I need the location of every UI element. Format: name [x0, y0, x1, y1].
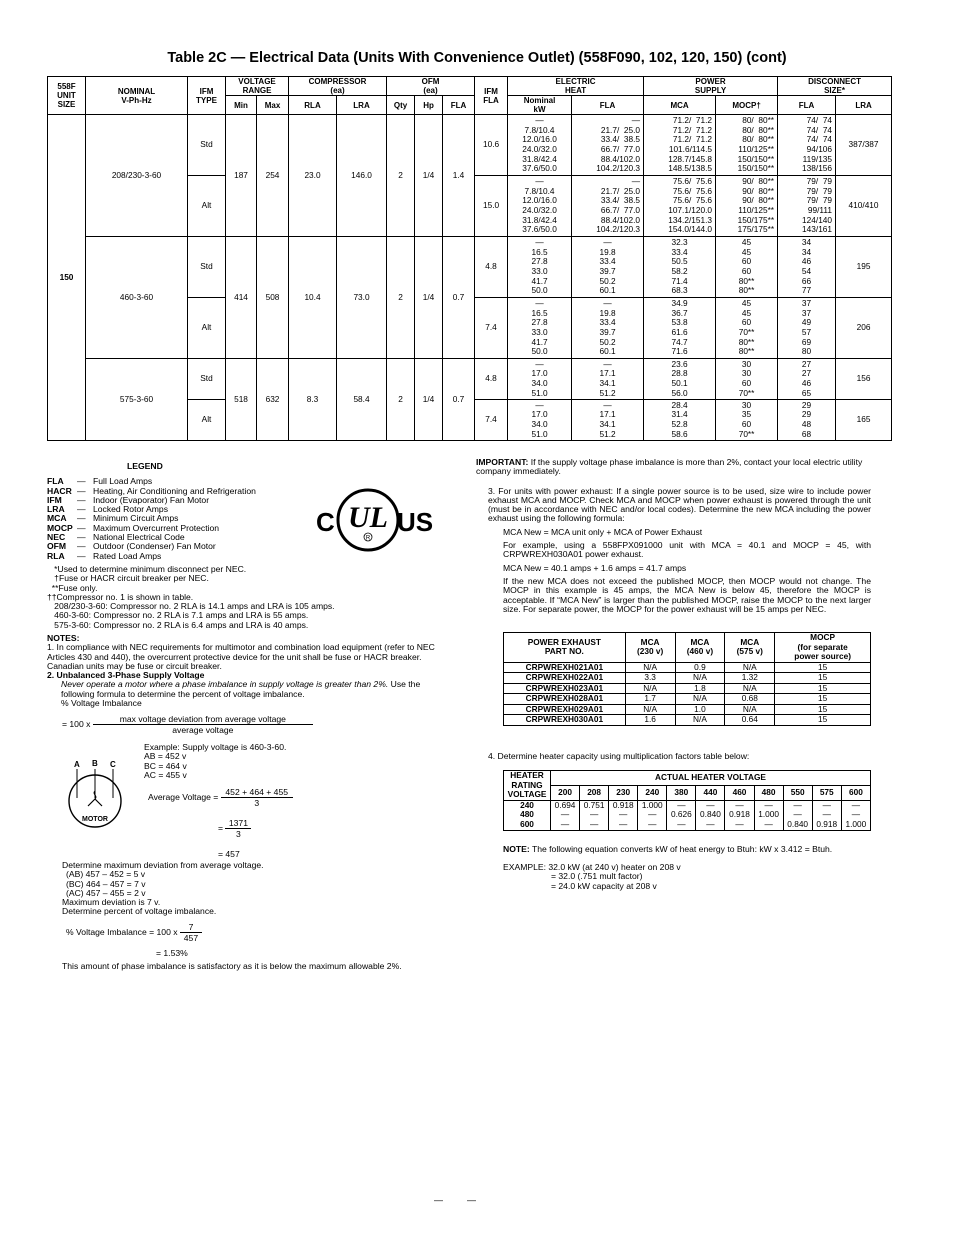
- det-pct: Determine percent of voltage imbalance.: [62, 906, 217, 917]
- heat-fla-cell: — 19.8 33.4 39.7 50.2 60.1: [572, 237, 644, 298]
- disc-fla-cell: 79/ 79 79/ 79 79/ 79 99/111 124/140 143/161: [778, 176, 836, 237]
- col-lra: LRA: [337, 96, 387, 115]
- avg-label: Average Voltage =: [148, 791, 219, 802]
- pct-denominator: 457: [183, 933, 199, 943]
- part-number: CRPWREXH028A01: [504, 694, 626, 705]
- min-cell: 518: [226, 359, 257, 441]
- part-number: CRPWREXH023A01: [504, 683, 626, 694]
- voltage-header: 208: [580, 785, 609, 800]
- table-row: [504, 704, 871, 715]
- legend-text: Full Load Amps: [93, 476, 153, 487]
- heater-capacity-table: [503, 770, 871, 831]
- col-qty: Qty: [387, 96, 415, 115]
- pe-header: MCA (230 v): [625, 633, 675, 663]
- legend-text: National Electrical Code: [93, 532, 185, 543]
- ifm-fla-cell: 15.0: [475, 176, 508, 237]
- mocp-cell: 90/ 80** 90/ 80** 90/ 80** 110/125** 150/175** 175/175**: [716, 176, 778, 237]
- kw-cell: — 7.8/10.4 12.0/16.0 24.0/32.0 31.8/42.4 37.6/50.0: [508, 115, 572, 176]
- kw-cell: — 17.0 34.0 51.0: [508, 359, 572, 400]
- note-3: 3. For units with power exhaust: If a single power source is to be used, size wire to include power exhaust MCA and MOCP. Check MCA and MOCP when power exhaust is powered through the unit (must be in accordance with NEC and/or local codes). Determine the new MCA including the power exhaust using the following formula:: [488, 485, 871, 524]
- pe-cell: 15: [775, 673, 871, 684]
- col-power-supply: POWER SUPPLY: [644, 77, 778, 96]
- pe-cell: N/A: [625, 662, 675, 673]
- legend-abbr: RLA: [47, 550, 65, 561]
- nominal-cell: 208/230-3-60: [86, 115, 188, 237]
- pe-header: POWER EXHAUST PART NO.: [504, 633, 626, 663]
- heater-example: [503, 863, 681, 891]
- important-label: IMPORTANT:: [476, 457, 529, 467]
- table-row: [504, 715, 871, 726]
- dev-ac: (AC) 457 – 455 = 2 v: [66, 887, 146, 898]
- pe-cell: 1.7: [625, 694, 675, 705]
- voltage-header: 550: [783, 785, 812, 800]
- conclusion: This amount of phase imbalance is satisfactory as it is below the maximum allowable 2%.: [62, 961, 402, 971]
- col-max: Max: [257, 96, 289, 115]
- col-ofm: OFM (ea): [387, 77, 475, 96]
- col-hp: Hp: [415, 96, 443, 115]
- col-nominal: NOMINAL V-Ph-Hz: [86, 77, 188, 115]
- disc-lra-cell: 387/387: [836, 115, 892, 176]
- col-voltage-range: VOLTAGE RANGE: [226, 77, 289, 96]
- disc-lra-cell: 195: [836, 237, 892, 298]
- page-mark-right: —: [467, 1195, 476, 1205]
- factor-cell: — 1.000 —: [754, 800, 783, 830]
- nominal-cell: 460-3-60: [86, 237, 188, 359]
- ac-value: AC = 455 v: [144, 769, 187, 780]
- factor-cell: — — 0.840: [783, 800, 812, 830]
- phase-c-label: C: [110, 760, 116, 769]
- factor-cell: 0.694 — —: [551, 800, 580, 830]
- pe-cell: 0.64: [725, 715, 775, 726]
- legend-text: Maximum Overcurrent Protection: [93, 522, 220, 533]
- pe-header: MCA (460 v): [675, 633, 725, 663]
- disc-fla-cell: 29 29 48 68: [778, 400, 836, 441]
- hp-cell: 1/4: [415, 237, 443, 359]
- voltage-header: 600: [841, 785, 870, 800]
- table-row: [48, 359, 892, 400]
- factor-cell: 1.000 — —: [638, 800, 667, 830]
- ifm-type-cell: Alt: [188, 400, 226, 441]
- ifm-type-cell: Alt: [188, 298, 226, 359]
- col-heat-fla: FLA: [572, 96, 644, 115]
- power-exhaust-table: [503, 632, 871, 726]
- mocp-cell: 45 45 60 60 80** 80**: [716, 237, 778, 298]
- disc-fla-cell: 74/ 74 74/ 74 74/ 74 94/106 119/135 138/156: [778, 115, 836, 176]
- mca-cell: 23.6 28.8 50.1 56.0: [644, 359, 716, 400]
- factor-cell: 0.918 — —: [609, 800, 638, 830]
- pe-cell: 1.0: [675, 704, 725, 715]
- table-row: [48, 115, 892, 176]
- col-ofm-fla: FLA: [443, 96, 475, 115]
- average-formula: [148, 787, 293, 808]
- pe-cell: N/A: [675, 673, 725, 684]
- max-deviation: Maximum deviation is 7 v.: [62, 897, 161, 908]
- ul-registered: R: [365, 535, 371, 542]
- hp-cell: 1/4: [415, 115, 443, 237]
- ofm-fla-cell: 0.7: [443, 359, 475, 441]
- heat-fla-cell: — 21.7/ 25.0 33.4/ 38.5 66.7/ 77.0 88.4/102.0 104.2/120.3: [572, 176, 644, 237]
- legend-dash: —: [77, 476, 86, 487]
- pe-cell: 1.6: [625, 715, 675, 726]
- ul-us-letters: US: [397, 507, 434, 537]
- pe-cell: 0.9: [675, 662, 725, 673]
- average-step2: [218, 818, 251, 839]
- col-mca: MCA: [644, 96, 716, 115]
- factor-cell: — 0.840 —: [696, 800, 725, 830]
- factor-cell: 0.751 — —: [580, 800, 609, 830]
- ab-value: AB = 452 v: [144, 751, 187, 762]
- phase-b-label: B: [92, 759, 98, 768]
- pe-cell: 1.8: [675, 683, 725, 694]
- col-min: Min: [226, 96, 257, 115]
- example-line-3: = 24.0 kW capacity at 208 v: [551, 880, 657, 891]
- heat-fla-cell: — 17.1 34.1 51.2: [572, 400, 644, 441]
- unit-size-cell: 150: [48, 115, 86, 441]
- motor-diagram: [64, 758, 128, 828]
- mocp-cell: 30 35 60 70**: [716, 400, 778, 441]
- pe-cell: 15: [775, 715, 871, 726]
- legend-dash: —: [77, 541, 86, 552]
- voltage-header: 240: [638, 785, 667, 800]
- pe-header: MOCP (for separate power source): [775, 633, 871, 663]
- col-rla: RLA: [289, 96, 337, 115]
- lra-cell: 73.0: [337, 237, 387, 359]
- disc-lra-cell: 156: [836, 359, 892, 400]
- legend-abbr: NEC: [47, 532, 66, 543]
- factor-cell: — 0.918 —: [725, 800, 754, 830]
- voltage-header: 575: [812, 785, 841, 800]
- actual-voltage-header: ACTUAL HEATER VOLTAGE: [551, 771, 871, 786]
- pe-cell: N/A: [625, 704, 675, 715]
- ul-listed-logo: [308, 485, 434, 555]
- electrical-data-table: [47, 76, 892, 441]
- col-disc-fla: FLA: [778, 96, 836, 115]
- heat-fla-cell: — 17.1 34.1 51.2: [572, 359, 644, 400]
- voltage-header: 460: [725, 785, 754, 800]
- avg-denominator: 3: [254, 798, 260, 808]
- kw-cell: — 16.5 27.8 33.0 41.7 50.0: [508, 298, 572, 359]
- pct-label: % Voltage Imbalance: [61, 698, 142, 709]
- part-number: CRPWREXH021A01: [504, 662, 626, 673]
- ifm-fla-cell: 10.6: [475, 115, 508, 176]
- legend-abbr: HACR: [47, 485, 72, 496]
- col-disc-lra: LRA: [836, 96, 892, 115]
- phase-a-label: A: [74, 760, 80, 769]
- kw-cell: — 17.0 34.0 51.0: [508, 400, 572, 441]
- ofm-fla-cell: 1.4: [443, 115, 475, 237]
- col-electric-heat: ELECTRIC HEAT: [508, 77, 644, 96]
- nominal-cell: 575-3-60: [86, 359, 188, 441]
- pe-cell: 15: [775, 694, 871, 705]
- pct-numerator: 7: [180, 922, 202, 933]
- ifm-type-cell: Alt: [188, 176, 226, 237]
- average-result: = 457: [218, 849, 240, 859]
- min-cell: 187: [226, 115, 257, 237]
- pe-cell: N/A: [725, 683, 775, 694]
- pe-header: MCA (575 v): [725, 633, 775, 663]
- col-unit-size: 558F UNIT SIZE: [48, 77, 86, 115]
- legend-abbr: IFM: [47, 494, 62, 505]
- pct-result: = 1.53%: [156, 948, 188, 958]
- rla-cell: 10.4: [289, 237, 337, 359]
- avg-numerator: 452 + 464 + 455: [221, 787, 293, 798]
- mocp-cell: 80/ 80** 80/ 80** 80/ 80** 110/125** 150/150** 150/150**: [716, 115, 778, 176]
- rla-cell: 8.3: [289, 359, 337, 441]
- motor-label: MOTOR: [82, 816, 108, 823]
- mca-cell: 75.6/ 75.6 75.6/ 75.6 75.6/ 75.6 107.1/120.0 134.2/151.3 154.0/144.0: [644, 176, 716, 237]
- disc-fla-cell: 34 34 46 54 66 77: [778, 237, 836, 298]
- heat-fla-cell: — 19.8 33.4 39.7 50.2 60.1: [572, 298, 644, 359]
- example-block: [144, 743, 286, 780]
- formula-denominator: average voltage: [172, 725, 234, 735]
- note-label: NOTE:: [503, 844, 530, 854]
- pe-cell: N/A: [625, 683, 675, 694]
- ifm-type-cell: Std: [188, 359, 226, 400]
- note-2-text: Use the following formula to determine the percent of voltage imbalance.: [61, 679, 421, 699]
- mocp-cell: 45 45 60 70** 80** 80**: [716, 298, 778, 359]
- legend-abbr: MOCP: [47, 522, 73, 533]
- heater-rating-header: HEATER RATING VOLTAGE: [504, 771, 551, 801]
- lra-cell: 146.0: [337, 115, 387, 237]
- legend-abbr: OFM: [47, 541, 67, 552]
- table-row: [48, 237, 892, 298]
- pe-cell: 15: [775, 704, 871, 715]
- note-text: The following equation converts kW of heat energy to Btuh: kW x 3.412 = Btuh.: [529, 844, 833, 854]
- disc-fla-cell: 37 37 49 57 69 80: [778, 298, 836, 359]
- kw-cell: — 7.8/10.4 12.0/16.0 24.0/32.0 31.8/42.4 37.6/50.0: [508, 176, 572, 237]
- table-row: [504, 662, 871, 673]
- imbalance-formula: [62, 714, 313, 735]
- pe-cell: N/A: [675, 694, 725, 705]
- note-1: 1. In compliance with NEC requirements for multimotor and combination load equipment (refer to NEC Articles 430 and 440), the overcurrent protective device for the unit shall be fuse or HACR breaker. Canadian units may be fuse or circuit breaker.: [47, 642, 435, 671]
- part-number: CRPWREXH029A01: [504, 704, 626, 715]
- col-ifm-type: IFM TYPE: [188, 77, 226, 115]
- notes-heading: NOTES:: [47, 633, 80, 643]
- page-title: Table 2C — Electrical Data (Units With Convenience Outlet) (558F090, 102, 120, 150) (cont): [167, 50, 787, 66]
- disc-lra-cell: 206: [836, 298, 892, 359]
- mca-calc: MCA New = 40.1 amps + 1.6 amps = 41.7 amps: [503, 562, 687, 573]
- voltage-header: 480: [754, 785, 783, 800]
- table-row: [504, 673, 871, 684]
- legend-text: Heating, Air Conditioning and Refrigeration: [93, 485, 256, 496]
- legend-text: Indoor (Evaporator) Fan Motor: [93, 494, 210, 505]
- example-line-1: EXAMPLE: 32.0 kW (at 240 v) heater on 208 v: [503, 862, 681, 872]
- ifm-fla-cell: 4.8: [475, 359, 508, 400]
- disc-lra-cell: 410/410: [836, 176, 892, 237]
- factor-cell: — — 1.000: [841, 800, 870, 830]
- disc-fla-cell: 27 27 46 65: [778, 359, 836, 400]
- legend-dash: —: [77, 513, 86, 524]
- step2-numerator: 1371: [225, 818, 251, 829]
- max-cell: 632: [257, 359, 289, 441]
- disc-lra-cell: 165: [836, 400, 892, 441]
- hp-cell: 1/4: [415, 359, 443, 441]
- pe-cell: 15: [775, 683, 871, 694]
- ifm-fla-cell: 4.8: [475, 237, 508, 298]
- part-number: CRPWREXH030A01: [504, 715, 626, 726]
- pe-cell: 1.32: [725, 673, 775, 684]
- legend-dash: —: [77, 504, 86, 515]
- footnotes: *Used to determine minimum disconnect per NEC. †Fuse or HACR circuit breaker per NEC. **Fuse only. ††Compressor no. 1 is shown in table. 208/230-3-60: Compressor no. 2 RLA is 14.1 amps and LRA is 105 amps. 460-3-60: Compressor no. 2 RLA is 7.1 amps and LRA is 55 amps. 575-3-60: Compressor no. 2 RLA is 6.4 amps and LRA is 40 amps.: [47, 563, 335, 630]
- ofm-fla-cell: 0.7: [443, 237, 475, 359]
- notes-section: [47, 634, 447, 708]
- qty-cell: 2: [387, 115, 415, 237]
- factor-cell: — 0.626 —: [667, 800, 696, 830]
- eq-sign: =: [218, 822, 224, 833]
- max-cell: 508: [257, 237, 289, 359]
- deviation-block: [62, 861, 264, 917]
- legend-dash: —: [77, 522, 86, 533]
- btuh-note: [503, 844, 832, 854]
- formula-prefix: = 100 x: [62, 718, 91, 729]
- pe-cell: 3.3: [625, 673, 675, 684]
- legend-dash: —: [77, 494, 86, 505]
- pe-cell: 15: [775, 662, 871, 673]
- qty-cell: 2: [387, 237, 415, 359]
- step2-denominator: 3: [236, 829, 241, 839]
- legend-heading: LEGEND: [127, 461, 163, 471]
- qty-cell: 2: [387, 359, 415, 441]
- table-row: [504, 683, 871, 694]
- pe-cell: N/A: [725, 662, 775, 673]
- factor-cell: — — 0.918: [812, 800, 841, 830]
- legend-dash: —: [77, 550, 86, 561]
- legend-dash: —: [77, 532, 86, 543]
- mca-cell: 28.4 31.4 52.8 58.6: [644, 400, 716, 441]
- ul-c-letter: C: [316, 507, 335, 537]
- legend-text: Locked Rotor Amps: [93, 504, 168, 515]
- mocp-paragraph: If the new MCA does not exceed the published MOCP, then MOCP would not change. The MOCP in this example is 45 amps, the MCA New is below 45, therefore the MOCP is acceptable. If “MCA New” is larger than the published MOCP, raise the MOCP to the next larger size. For separate power, the MOCP for the power exhaust will be 15 amps per NEC.: [503, 575, 871, 614]
- important-text: If the supply voltage phase imbalance is more than 2%, contact your local electric utility company immediately.: [476, 457, 863, 477]
- pct-prefix: % Voltage Imbalance = 100 x: [66, 926, 178, 937]
- voltage-header: 230: [609, 785, 638, 800]
- dev-bc: (BC) 464 – 457 = 7 v: [66, 878, 146, 889]
- heater-ratings: 240 480 600: [504, 800, 551, 830]
- ul-mark: UL: [348, 501, 388, 534]
- ifm-fla-cell: 7.4: [475, 298, 508, 359]
- min-cell: 414: [226, 237, 257, 359]
- example-line-2: = 32.0 (.751 mult factor): [551, 871, 643, 882]
- mca-cell: 71.2/ 71.2 71.2/ 71.2 71.2/ 71.2 101.6/114.5 128.7/145.8 148.5/138.5: [644, 115, 716, 176]
- col-ifm-fla: IFM FLA: [475, 77, 508, 115]
- legend-text: Outdoor (Condenser) Fan Motor: [93, 541, 216, 552]
- ifm-fla-cell: 7.4: [475, 400, 508, 441]
- col-disconnect: DISCONNECT SIZE*: [778, 77, 892, 96]
- pe-cell: N/A: [675, 715, 725, 726]
- legend-text: Rated Load Amps: [93, 550, 162, 561]
- lra-cell: 58.4: [337, 359, 387, 441]
- rla-cell: 23.0: [289, 115, 337, 237]
- legend-abbr: LRA: [47, 504, 65, 515]
- legend-dash: —: [77, 485, 86, 496]
- table-row: [504, 694, 871, 705]
- mocp-cell: 30 30 60 70**: [716, 359, 778, 400]
- mca-example: For example, using a 558FPX091000 unit with MCA = 40.1 and MOCP = 45, with CRPWREXH030A01 power exhaust.: [503, 540, 871, 560]
- pe-cell: N/A: [725, 704, 775, 715]
- voltage-header: 200: [551, 785, 580, 800]
- note-2-warning: Never operate a motor where a phase imbalance in supply voltage is greater than 2%.: [61, 679, 389, 690]
- page-mark-left: —: [434, 1195, 443, 1205]
- col-nominal-kw: Nominal kW: [508, 96, 572, 115]
- legend-text: Minimum Circuit Amps: [93, 513, 179, 524]
- mca-formula: MCA New = MCA unit only + MCA of Power Exhaust: [503, 526, 703, 537]
- voltage-header: 380: [667, 785, 696, 800]
- voltage-header: 440: [696, 785, 725, 800]
- note-4: 4. Determine heater capacity using multiplication factors table below:: [488, 751, 750, 761]
- mca-cell: 32.3 33.4 50.5 58.2 71.4 68.3: [644, 237, 716, 298]
- ifm-type-cell: Std: [188, 237, 226, 298]
- legend-abbr: FLA: [47, 476, 64, 487]
- col-compressor: COMPRESSOR (ea): [289, 77, 387, 96]
- kw-cell: — 16.5 27.8 33.0 41.7 50.0: [508, 237, 572, 298]
- part-number: CRPWREXH022A01: [504, 673, 626, 684]
- col-mocp: MOCP†: [716, 96, 778, 115]
- mca-cell: 34.9 36.7 53.8 61.6 74.7 71.6: [644, 298, 716, 359]
- dev-ab: (AB) 457 – 452 = 5 v: [66, 869, 146, 880]
- max-cell: 254: [257, 115, 289, 237]
- ifm-type-cell: Std: [188, 115, 226, 176]
- pe-cell: 0.68: [725, 694, 775, 705]
- example-text: Example: Supply voltage is 460-3-60.: [144, 742, 287, 752]
- note-2-title: 2. Unbalanced 3-Phase Supply Voltage: [47, 670, 205, 681]
- legend-abbr: MCA: [47, 513, 67, 524]
- det-text: Determine maximum deviation from average voltage.: [62, 860, 264, 870]
- bc-value: BC = 464 v: [144, 760, 187, 771]
- heat-fla-cell: — 21.7/ 25.0 33.4/ 38.5 66.7/ 77.0 88.4/102.0 104.2/120.3: [572, 115, 644, 176]
- right-column: [476, 458, 871, 614]
- pct-formula: [66, 922, 202, 943]
- formula-numerator: max voltage deviation from average voltage: [93, 714, 313, 725]
